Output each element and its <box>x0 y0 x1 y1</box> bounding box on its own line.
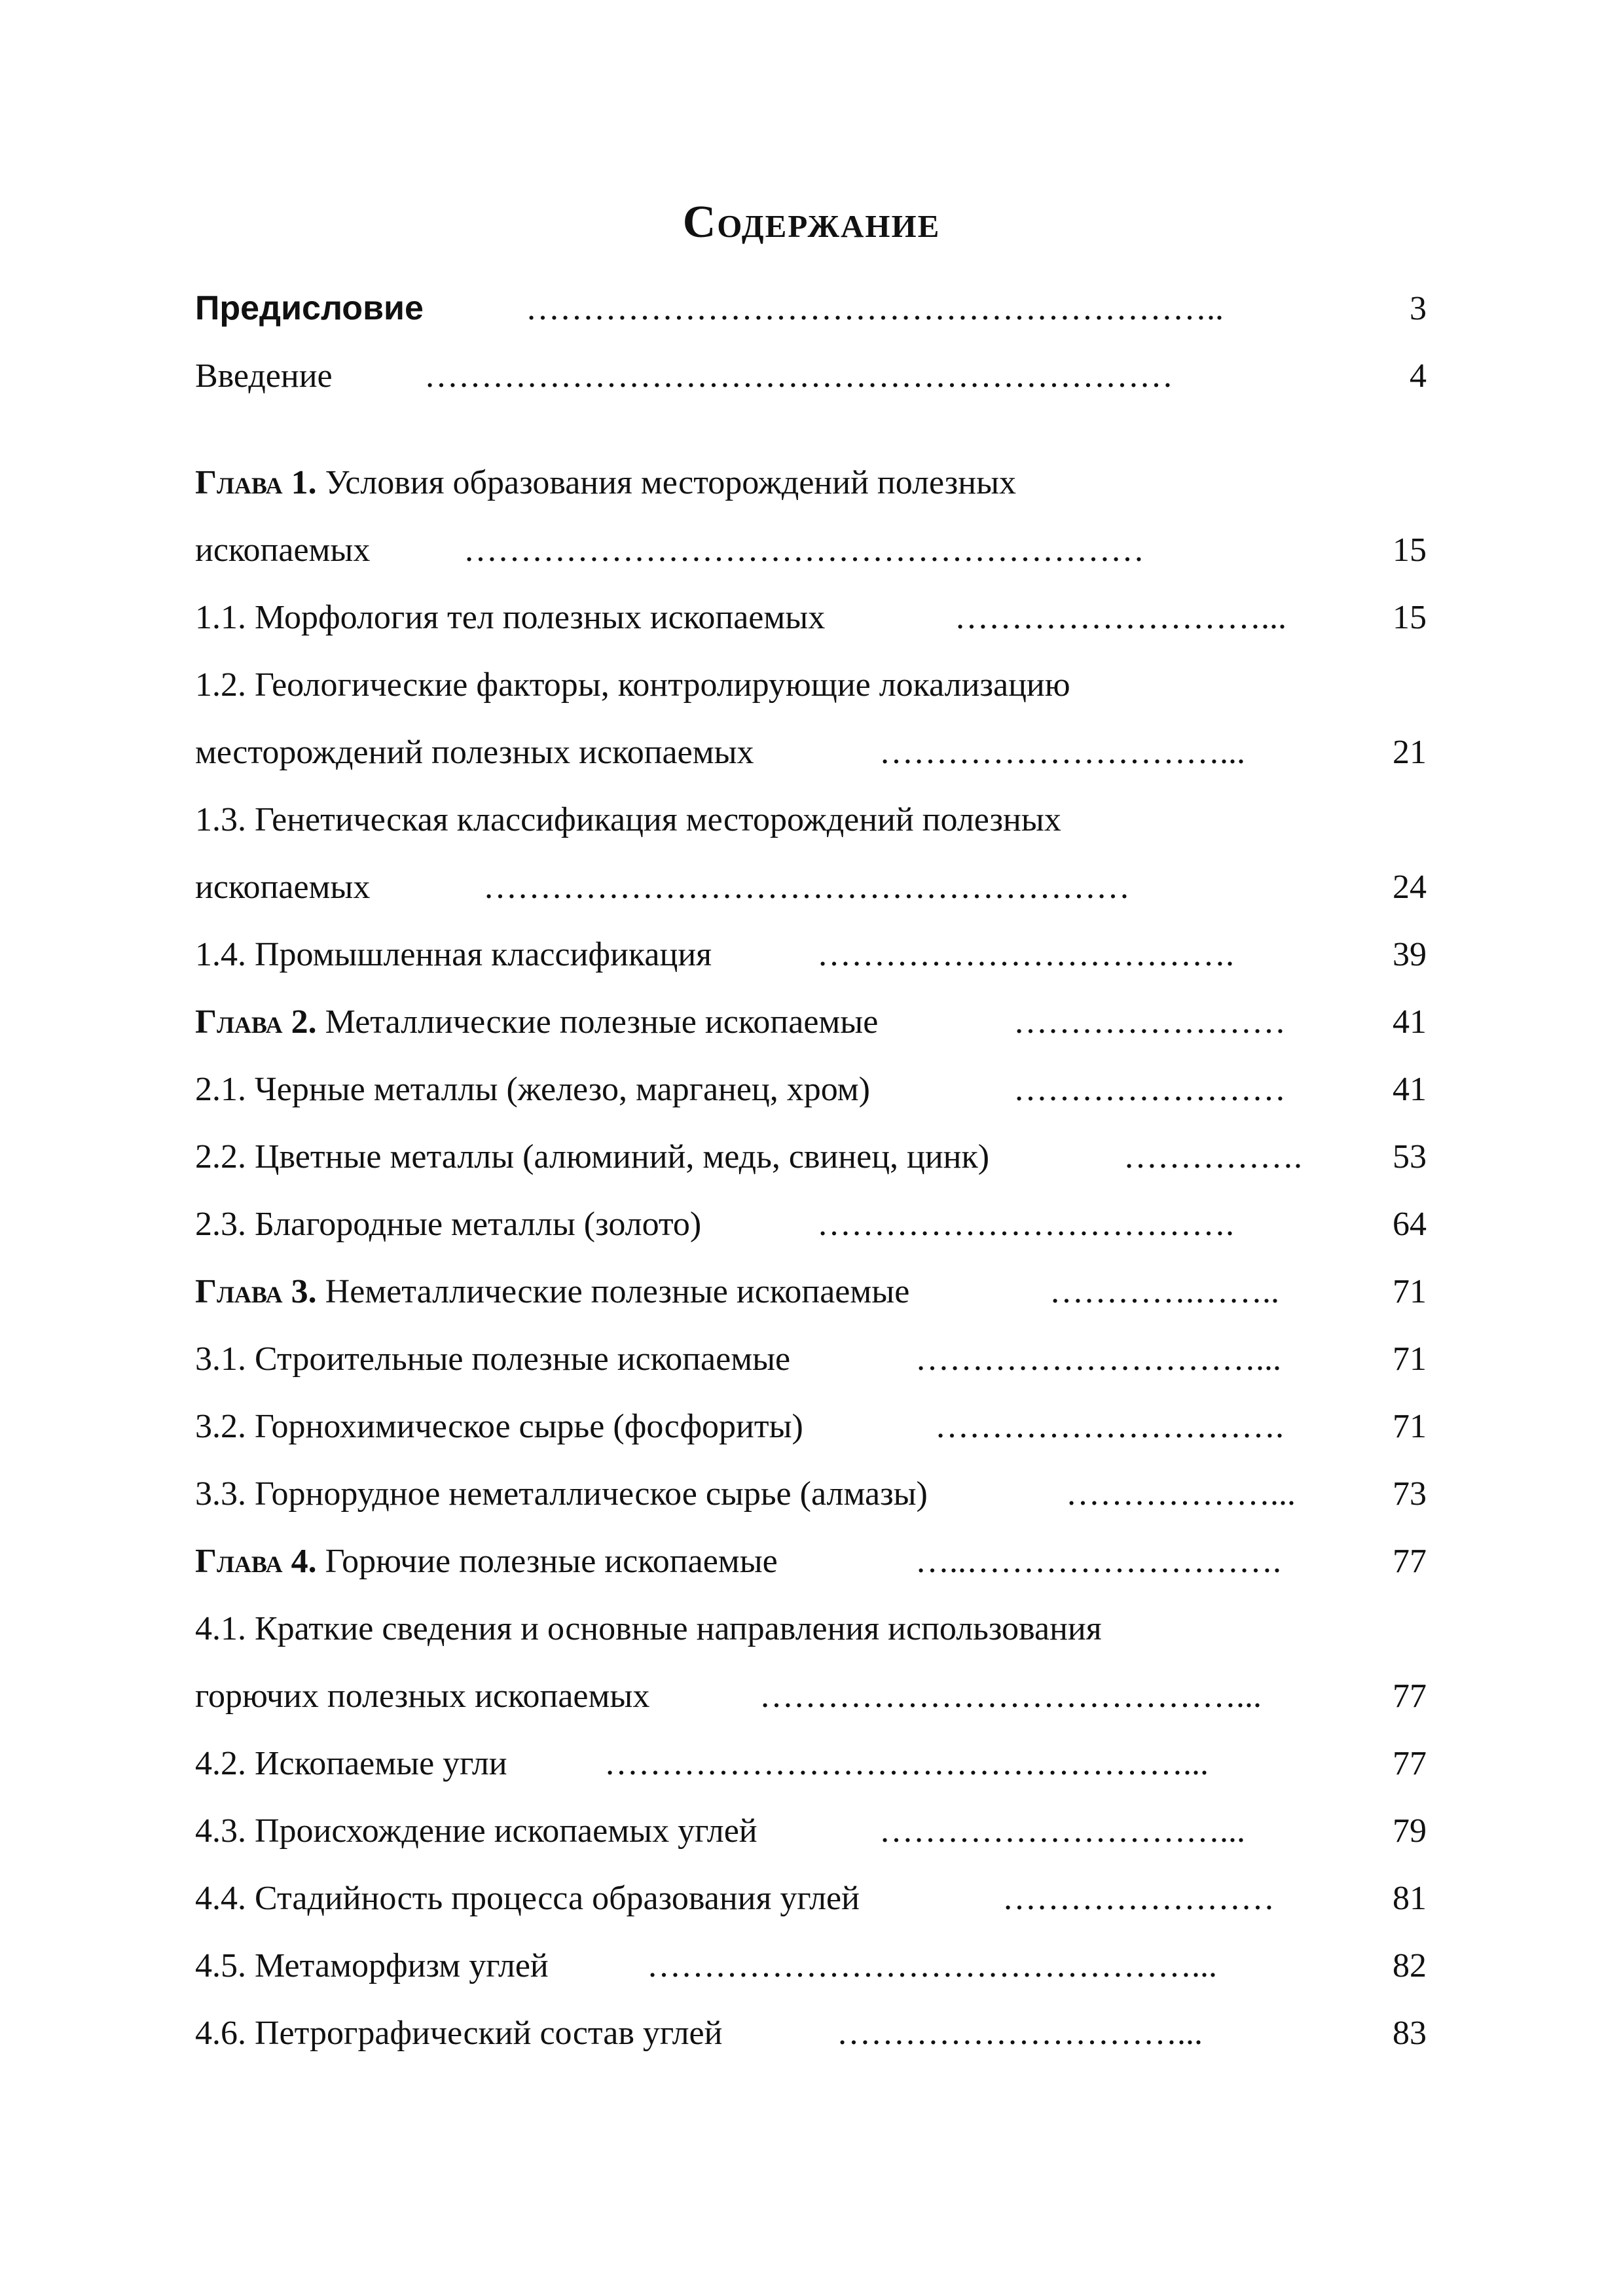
toc-section-4-5[interactable] <box>195 1932 1427 2000</box>
dot-leader: ……………………………………... <box>759 1677 1262 1715</box>
dot-leader: ………………………………. <box>817 1206 1234 1243</box>
toc-entry-intro[interactable] <box>195 342 1427 410</box>
chapter-prefix: Глава 4. <box>195 1543 317 1580</box>
toc-section-3-2[interactable] <box>195 1393 1427 1460</box>
dot-leader: ……………………………………………... <box>604 1745 1209 1782</box>
chapter-prefix: Глава 2. <box>195 1003 317 1041</box>
page-number: 4 <box>1410 357 1427 395</box>
toc-entry-label: 1.3. Генетическая классификация месторождений полезных <box>195 801 1061 838</box>
dot-leader: …..………………………. <box>915 1543 1281 1580</box>
dot-leader: ………………………………………………… <box>483 869 1130 906</box>
toc-chapter-2[interactable] <box>195 988 1427 1056</box>
toc-section-4-2[interactable] <box>195 1730 1427 1797</box>
toc-entry-label: 4.2. Ископаемые угли <box>195 1745 507 1782</box>
toc-chapter-4[interactable] <box>195 1528 1427 1595</box>
toc-entry-label: 4.4. Стадийность процесса образования углей <box>195 1880 860 1917</box>
page-number: 81 <box>1393 1880 1427 1917</box>
page-number: 3 <box>1410 290 1427 327</box>
toc-section-1-3-line1[interactable] <box>195 786 1427 853</box>
page-number: 71 <box>1393 1408 1427 1445</box>
toc-section-1-4[interactable] <box>195 921 1427 988</box>
page-number: 41 <box>1393 1003 1427 1041</box>
toc-entry-label: 3.3. Горнорудное неметаллическое сырье (алмазы) <box>195 1475 928 1513</box>
toc-section-1-2-line1[interactable] <box>195 651 1427 719</box>
spacer <box>195 410 1427 449</box>
page-number: 53 <box>1393 1138 1427 1175</box>
page-number: 15 <box>1393 531 1427 569</box>
toc-entry-label: 4.5. Метаморфизм углей <box>195 1947 549 1984</box>
toc-chapter-1-line2[interactable] <box>195 516 1427 584</box>
toc-section-2-2[interactable] <box>195 1123 1427 1191</box>
toc-section-1-2-line2[interactable] <box>195 719 1427 786</box>
toc-chapter-1-line1[interactable] <box>195 449 1427 516</box>
page-number: 15 <box>1393 599 1427 636</box>
toc-entry-label: ископаемых <box>195 531 371 569</box>
toc-entry-label: 4.1. Краткие сведения и основные направления использования <box>195 1610 1102 1647</box>
dot-leader: …………………………... <box>915 1340 1281 1378</box>
chapter-prefix: Глава 1. <box>195 464 317 501</box>
toc-entry-label: ископаемых <box>195 869 371 906</box>
dot-leader: …………………………... <box>879 734 1245 771</box>
dot-leader: …………………………………………... <box>647 1947 1217 1984</box>
dot-leader: ………………... <box>1066 1475 1296 1513</box>
toc-entry-label: Условия образования месторождений полезных <box>325 464 1017 501</box>
toc-entry-preface[interactable] <box>195 275 1427 342</box>
toc-entry-label: Введение <box>195 357 333 395</box>
toc-section-3-1[interactable] <box>195 1325 1427 1393</box>
dot-leader: ………….…….. <box>1049 1273 1279 1310</box>
page-number: 39 <box>1393 936 1427 973</box>
page-number: 82 <box>1393 1947 1427 1984</box>
toc-section-3-3[interactable] <box>195 1460 1427 1528</box>
dot-leader: …………………………... <box>879 1812 1245 1850</box>
toc-entry-label: 2.2. Цветные металлы (алюминий, медь, свинец, цинк) <box>195 1138 990 1175</box>
dot-leader: …………………… <box>1013 1071 1286 1108</box>
dot-leader: …………………………………………………… <box>464 531 1144 569</box>
page-number: 24 <box>1393 869 1427 906</box>
chapter-prefix: Глава 3. <box>195 1273 317 1310</box>
dot-leader: …………………………... <box>837 2015 1203 2052</box>
page-title: Содержание <box>682 197 941 247</box>
toc-entry-label: 4.6. Петрографический состав углей <box>195 2015 723 2052</box>
toc-entry-label: 4.3. Происхождение ископаемых углей <box>195 1812 757 1850</box>
page-number: 77 <box>1393 1543 1427 1580</box>
toc-entry-label: 1.4. Промышленная классификация <box>195 936 712 973</box>
dot-leader: …………………………………………………….. <box>526 290 1224 327</box>
toc-section-1-1[interactable] <box>195 584 1427 651</box>
toc-entry-label: 2.3. Благородные металлы (золото) <box>195 1206 702 1243</box>
dot-leader: ……………. <box>1123 1138 1302 1175</box>
table-of-contents <box>195 275 1427 2067</box>
page-number: 83 <box>1393 2015 1427 2052</box>
toc-entry-label: 3.2. Горнохимическое сырье (фосфориты) <box>195 1408 803 1445</box>
dot-leader: …………………… <box>1002 1880 1275 1917</box>
toc-section-4-3[interactable] <box>195 1797 1427 1865</box>
toc-section-2-3[interactable] <box>195 1191 1427 1258</box>
toc-entry-label: 3.1. Строительные полезные ископаемые <box>195 1340 791 1378</box>
toc-entry-label: месторождений полезных ископаемых <box>195 734 754 771</box>
dot-leader: ………………………………. <box>817 936 1234 973</box>
toc-section-4-1-line2[interactable] <box>195 1662 1427 1730</box>
toc-section-4-6[interactable] <box>195 2000 1427 2067</box>
toc-entry-label: Горючие полезные ископаемые <box>325 1543 778 1580</box>
toc-chapter-3[interactable] <box>195 1258 1427 1325</box>
toc-entry-label: 1.2. Геологические факторы, контролирующие локализацию <box>195 666 1070 704</box>
toc-entry-label: 1.1. Морфология тел полезных ископаемых <box>195 599 826 636</box>
toc-section-4-1-line1[interactable] <box>195 1595 1427 1662</box>
page-number: 73 <box>1393 1475 1427 1513</box>
toc-section-1-3-line2[interactable] <box>195 853 1427 921</box>
toc-entry-label: Неметаллические полезные ископаемые <box>325 1273 910 1310</box>
dot-leader: ………………………... <box>955 599 1286 636</box>
toc-section-2-1[interactable] <box>195 1056 1427 1123</box>
page-number: 64 <box>1393 1206 1427 1243</box>
toc-section-4-4[interactable] <box>195 1865 1427 1932</box>
page-number: 79 <box>1393 1812 1427 1850</box>
page-number: 71 <box>1393 1340 1427 1378</box>
dot-leader: ………………………………………………………… <box>424 357 1173 395</box>
page-number: 71 <box>1393 1273 1427 1310</box>
toc-entry-label: горючих полезных ископаемых <box>195 1677 650 1715</box>
dot-leader: …………………… <box>1013 1003 1286 1041</box>
toc-entry-label: Предисловие <box>195 289 424 327</box>
dot-leader: …………………………. <box>935 1408 1284 1445</box>
page-number: 21 <box>1393 734 1427 771</box>
toc-entry-label: 2.1. Черные металлы (железо, марганец, хром) <box>195 1071 870 1108</box>
toc-entry-label: Металлические полезные ископаемые <box>325 1003 879 1041</box>
page-number: 77 <box>1393 1745 1427 1782</box>
page-number: 77 <box>1393 1677 1427 1715</box>
page-number: 41 <box>1393 1071 1427 1108</box>
